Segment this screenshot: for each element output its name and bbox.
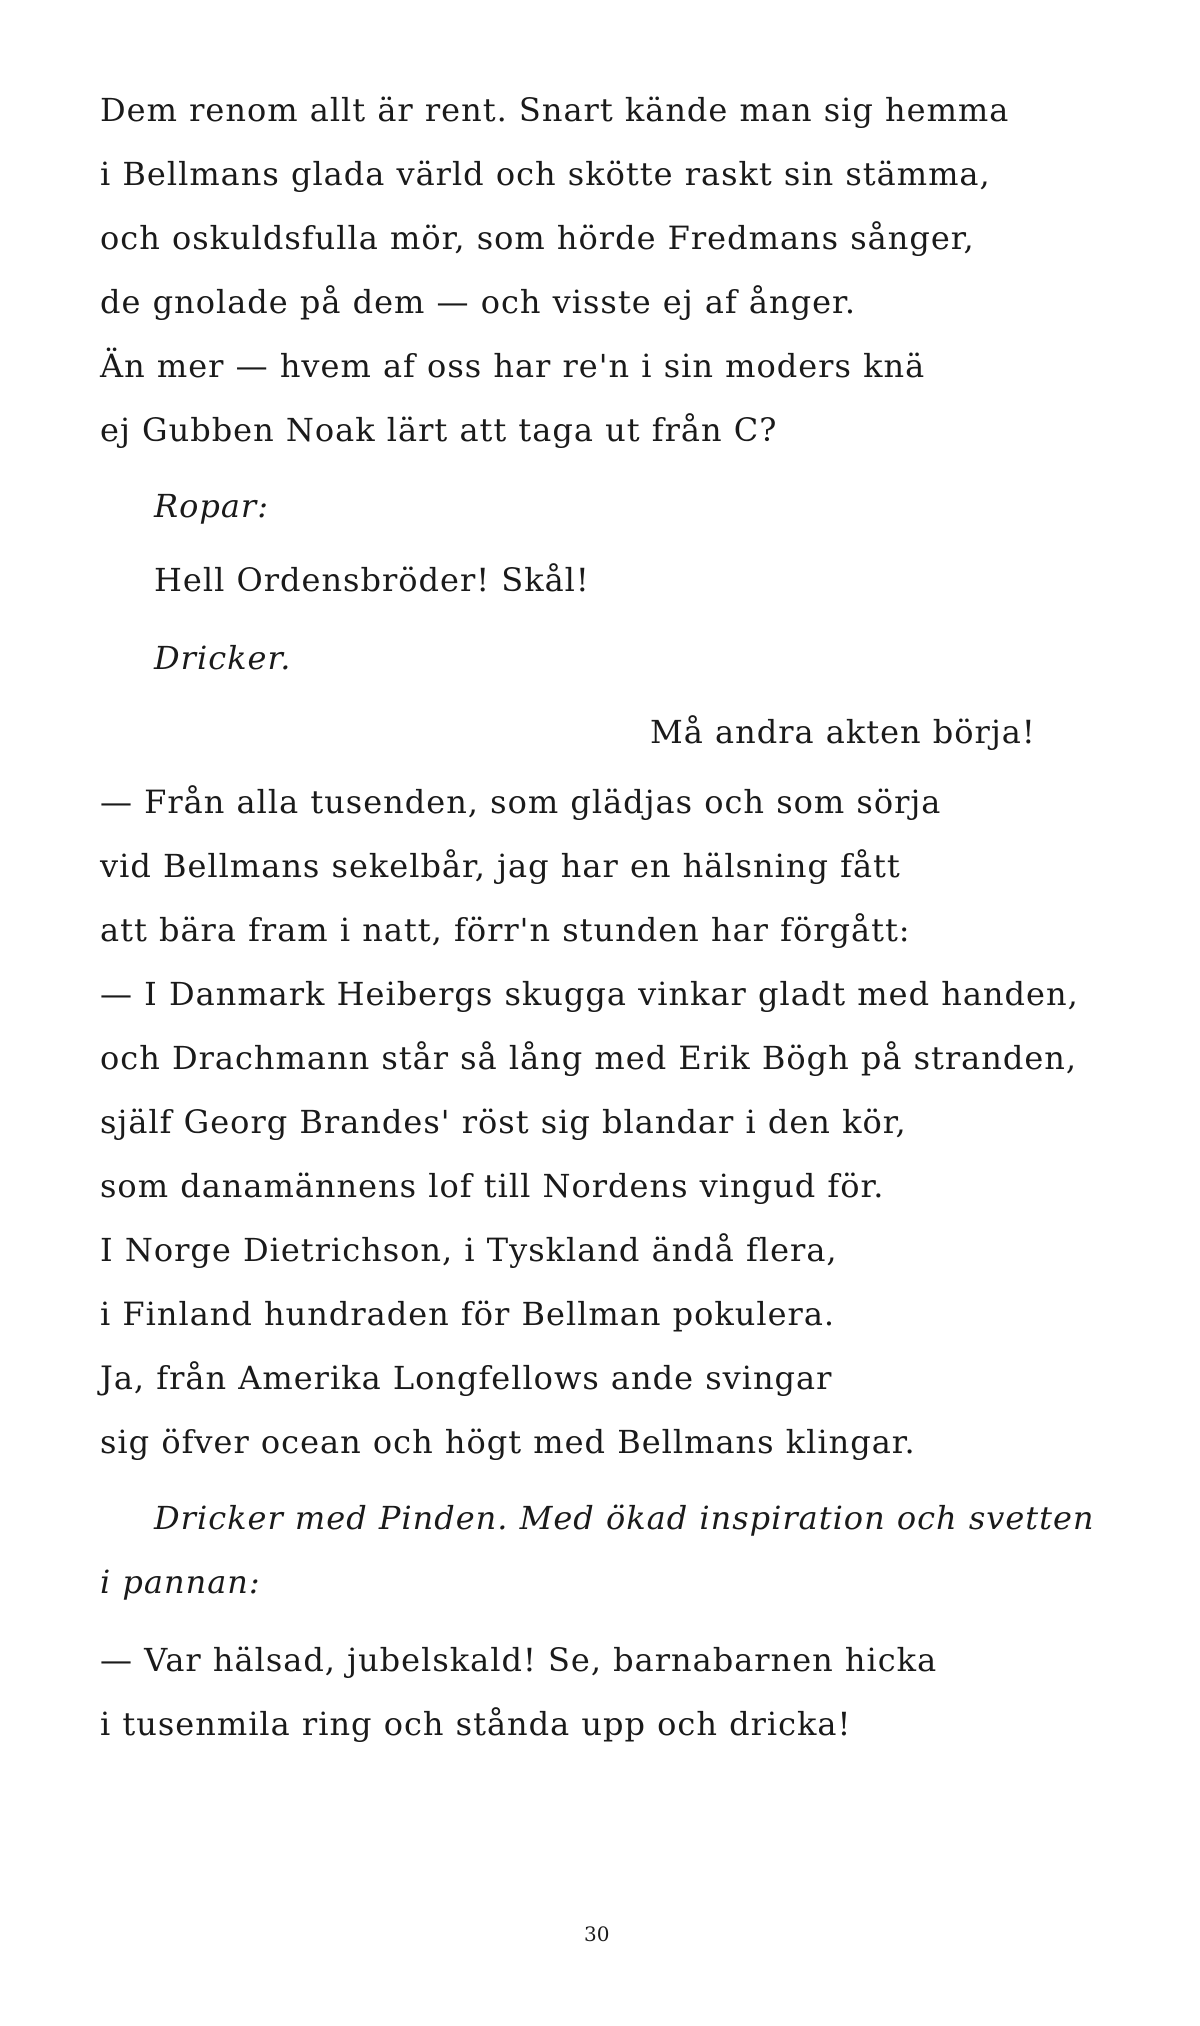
text-line: — Från alla tusenden, som glädjas och som sörja: [100, 783, 942, 821]
text-line: i tusenmila ring och stånda upp och dricka!: [100, 1705, 852, 1743]
stage-direction: Dricker.: [154, 639, 292, 677]
text-line: att bära fram i natt, förr'n stunden har förgått:: [100, 911, 911, 949]
text-line: ej Gubben Noak lärt att taga ut från C?: [100, 411, 778, 449]
text-line: Må andra akten börja!: [650, 713, 1036, 751]
text-line: Hell Ordensbröder! Skål!: [154, 561, 590, 599]
text-line: — I Danmark Heibergs skugga vinkar gladt med handen,: [100, 975, 1079, 1013]
text-line: som danamännens lof till Nordens vingud för.: [100, 1167, 885, 1205]
text-line: — Var hälsad, jubelskald! Se, barnabarnen hicka: [100, 1641, 938, 1679]
text-line: och Drachmann står så lång med Erik Bögh på stranden,: [100, 1039, 1078, 1077]
text-line: Ja, från Amerika Longfellows ande svingar: [100, 1359, 833, 1397]
stage-direction: i pannan:: [100, 1563, 261, 1601]
text-line: själf Georg Brandes' röst sig blandar i den kör,: [100, 1103, 907, 1141]
text-line: i Bellmans glada värld och skötte raskt sin stämma,: [100, 155, 991, 193]
text-line: de gnolade på dem — och visste ej af ånger.: [100, 283, 856, 321]
text-line: vid Bellmans sekelbår, jag har en hälsning fått: [100, 847, 901, 885]
text-line: sig öfver ocean och högt med Bellmans klingar.: [100, 1423, 916, 1461]
stage-direction: Dricker med Pinden. Med ökad inspiration och svetten: [154, 1499, 1095, 1537]
text-line: i Finland hundraden för Bellman pokulera.: [100, 1295, 836, 1333]
page-number: 30: [584, 1922, 610, 1946]
stage-direction: Ropar:: [154, 487, 269, 525]
text-line: Än mer — hvem af oss har re'n i sin moders knä: [100, 347, 926, 385]
text-line: Dem renom allt är rent. Snart kände man sig hemma: [100, 91, 1010, 129]
text-line: I Norge Dietrichson, i Tyskland ändå flera,: [100, 1231, 838, 1269]
text-line: och oskuldsfulla mör, som hörde Fredmans sånger,: [100, 219, 975, 257]
